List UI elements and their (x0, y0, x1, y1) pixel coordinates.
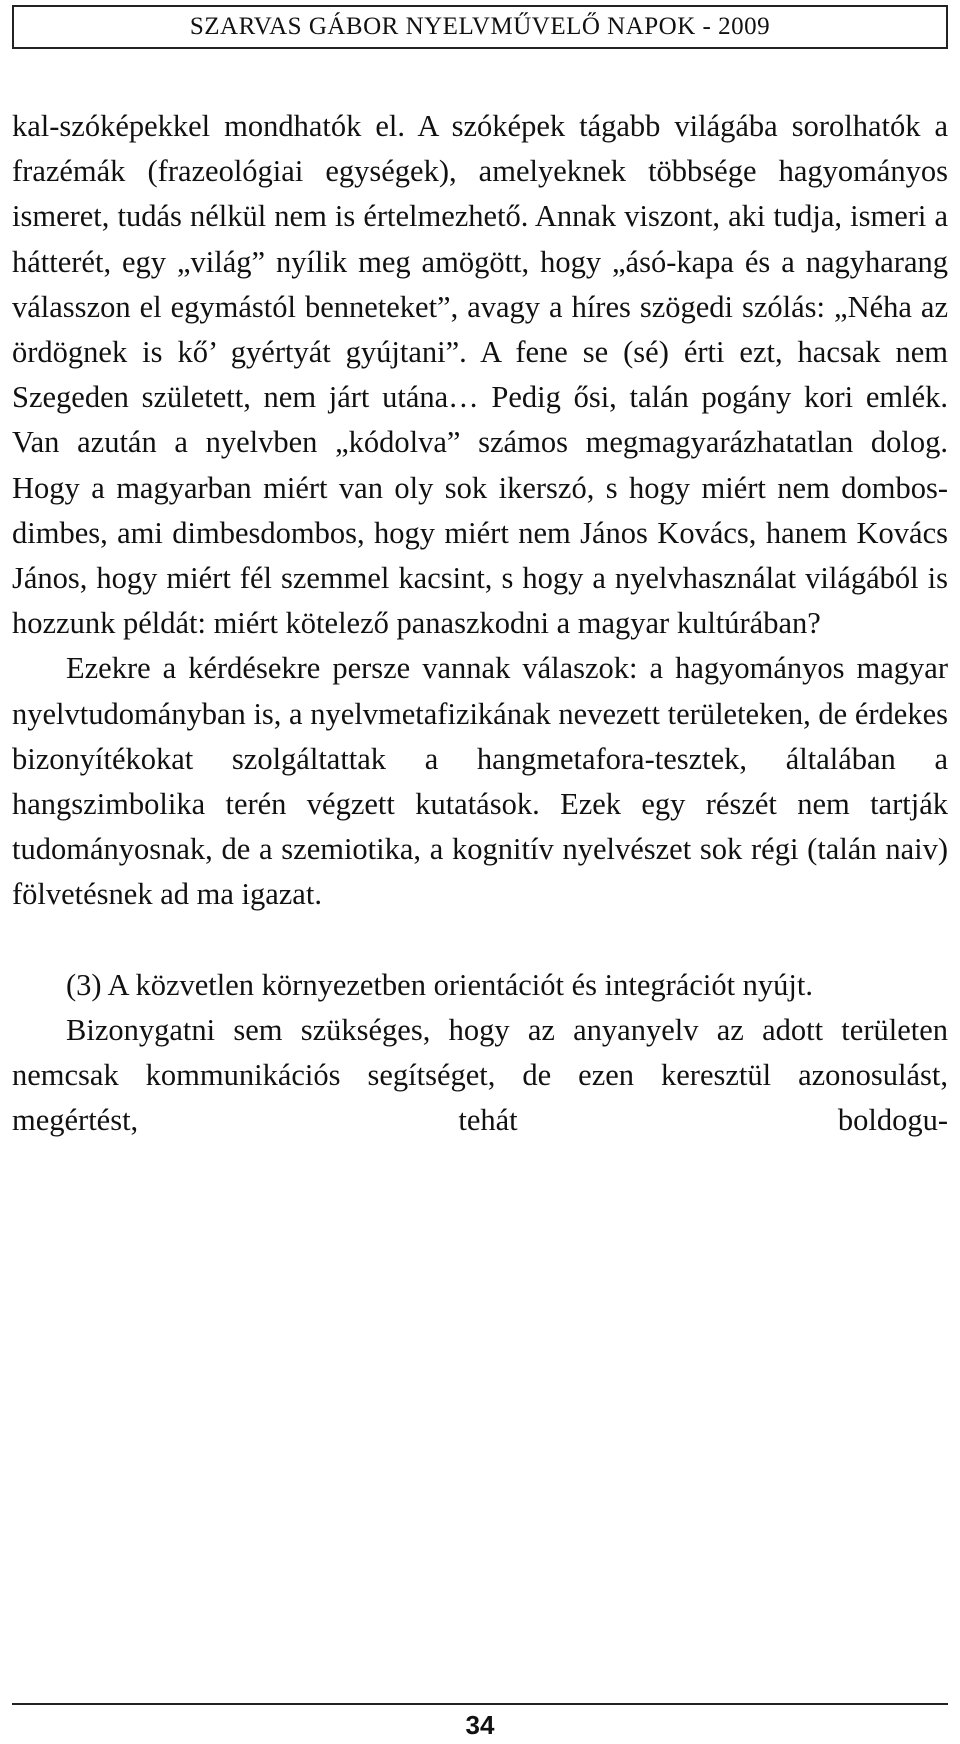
page-number: 34 (465, 1710, 495, 1740)
running-title: SZARVAS GÁBOR NYELVMŰVELŐ NAPOK - 2009 (189, 13, 771, 40)
paragraph-answers: Ezekre a kérdésekre persze vannak válaszok: a hagyományos magyar nyelvtudományban is, a nyelvmetafizikának nevezett területeken, de érdekes bizonyítékokat szolgáltattak a hangmetafora-tesztek, általában a hangszimbolika terén végzett kutatások. Ezek egy részét nem tartják tudományosnak, de a szemiotika, a kognitív nyelvészet sok régi (talán naiv) fölvetésnek ad ma igazat. (12, 651, 948, 912)
paragraph-mother-tongue: Bizonygatni sem szükséges, hogy az anyanyelv az adott területen nemcsak kommunikációs segítséget, de ezen keresztül azonosulást, megértést, tehát boldogu- (12, 1012, 948, 1138)
page-body (12, 104, 948, 1143)
section-heading: (3) A közvetlen környezetben orientációt és integrációt nyújt. (66, 967, 813, 1002)
footer-divider (12, 1703, 948, 1705)
paragraph-continuation: kal-szóképekkel mondhatók el. A szóképek tágabb világába sorolhatók a frazémák (frazeológiai egységek), amelyeknek többsége hagyományos ismeret, tudás nélkül nem is értelmezhető. Annak viszont, aki tudja, ismeri a hátterét, egy „világ” nyílik meg amögött, hogy „ásó-kapa és a nagyharang válasszon el egymástól benneteket”, avagy a híres szögedi szólás: „Néha az ördögnek is kő’ gyértyát gyújtani”. A fene se (sé) érti ezt, hacsak nem Szegeden született, nem járt utána… Pedig ősi, talán pogány kori emlék. Van azután a nyelvben „kódolva” számos megmagyarázhatatlan dolog. Hogy a magyarban miért van oly sok ikerszó, s hogy miért nem dombos-dimbes, ami dimbesdombos, hogy miért nem János Kovács, hanem Kovács János, hogy miért fél szemmel kacsint, s hogy a nyelvhasználat világából is hozzunk példát: miért kötelező panaszkodni a magyar kultúrában? (12, 109, 948, 641)
running-header (12, 5, 948, 49)
